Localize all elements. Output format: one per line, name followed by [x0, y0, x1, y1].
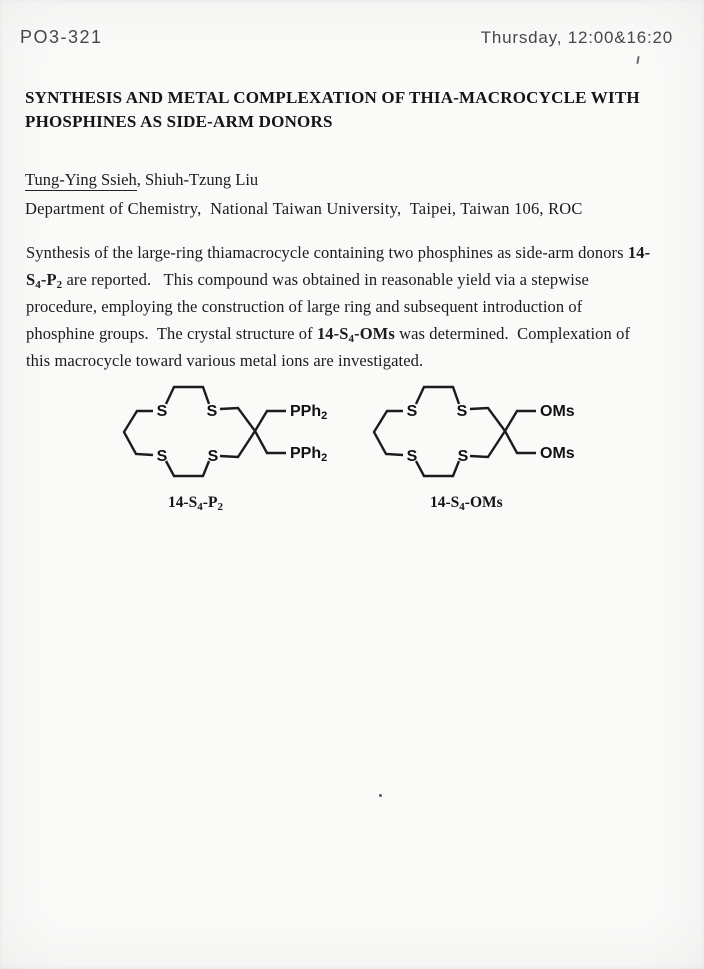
sulfur-atom-label: S	[406, 448, 418, 465]
chemical-structure-14-s4-oms	[370, 378, 590, 523]
structure-caption: $14-S_4-P_2$	[168, 494, 223, 513]
abstract-line: $S_4-P_2$ are reported. This compound was obtained in reasonable yield via a stepwise	[26, 270, 589, 291]
sulfur-atom-label: S	[156, 448, 168, 465]
structure-caption: $14-S_4$-OMs	[430, 494, 503, 513]
author-coauthors: , Shiuh-Tzung Liu	[136, 170, 259, 189]
affiliation: Department of Chemistry, National Taiwan University, Taipei, Taiwan 106, ROC	[25, 199, 583, 218]
bond-lines	[374, 387, 536, 476]
abstract-line: this macrocycle toward various metal ions are investigated.	[26, 351, 424, 370]
arm-group-label-top: PPh2	[290, 403, 328, 422]
abstract-line: procedure, employing the construction of large ring and subsequent introduction of	[26, 297, 583, 316]
sulfur-atom-label: S	[206, 403, 218, 420]
paper-title-line-2: PHOSPHINES AS SIDE-ARM DONORS	[25, 112, 333, 131]
structure-diagram	[370, 378, 590, 490]
sulfur-atom-label: S	[457, 448, 469, 465]
bond-lines	[124, 387, 286, 476]
session-code: PO3-321	[20, 27, 103, 47]
sulfur-atom-label: S	[406, 403, 418, 420]
sulfur-atom-label: S	[156, 403, 168, 420]
scan-artifact-tick	[636, 56, 639, 64]
author-line	[25, 170, 258, 190]
scan-artifact-speck	[379, 794, 382, 797]
sulfur-atom-label: S	[207, 448, 219, 465]
arm-group-label-bottom: PPh2	[290, 445, 328, 464]
author-presenting: Tung-Ying Ssieh	[25, 170, 137, 189]
abstract-line: phosphine groups. The crystal structure of $14-S_4$-OMs was determined. Complexation of	[26, 324, 631, 345]
session-schedule: Thursday, 12:00&16:20	[480, 28, 673, 47]
arm-group-label-bottom: OMs	[540, 445, 575, 462]
paper-title-line-1: SYNTHESIS AND METAL COMPLEXATION OF THIA-MACROCYCLE WITH	[25, 88, 640, 107]
abstract-line: Synthesis of the large-ring thiamacrocycle containing two phosphines as side-arm donors 14-	[26, 243, 651, 262]
abstract-text	[26, 239, 691, 374]
sulfur-atom-label: S	[456, 403, 468, 420]
structure-diagram	[120, 378, 340, 490]
arm-group-label-top: OMs	[540, 403, 575, 420]
paper-title	[25, 86, 685, 134]
chemical-structure-14-s4-p2	[120, 378, 340, 523]
